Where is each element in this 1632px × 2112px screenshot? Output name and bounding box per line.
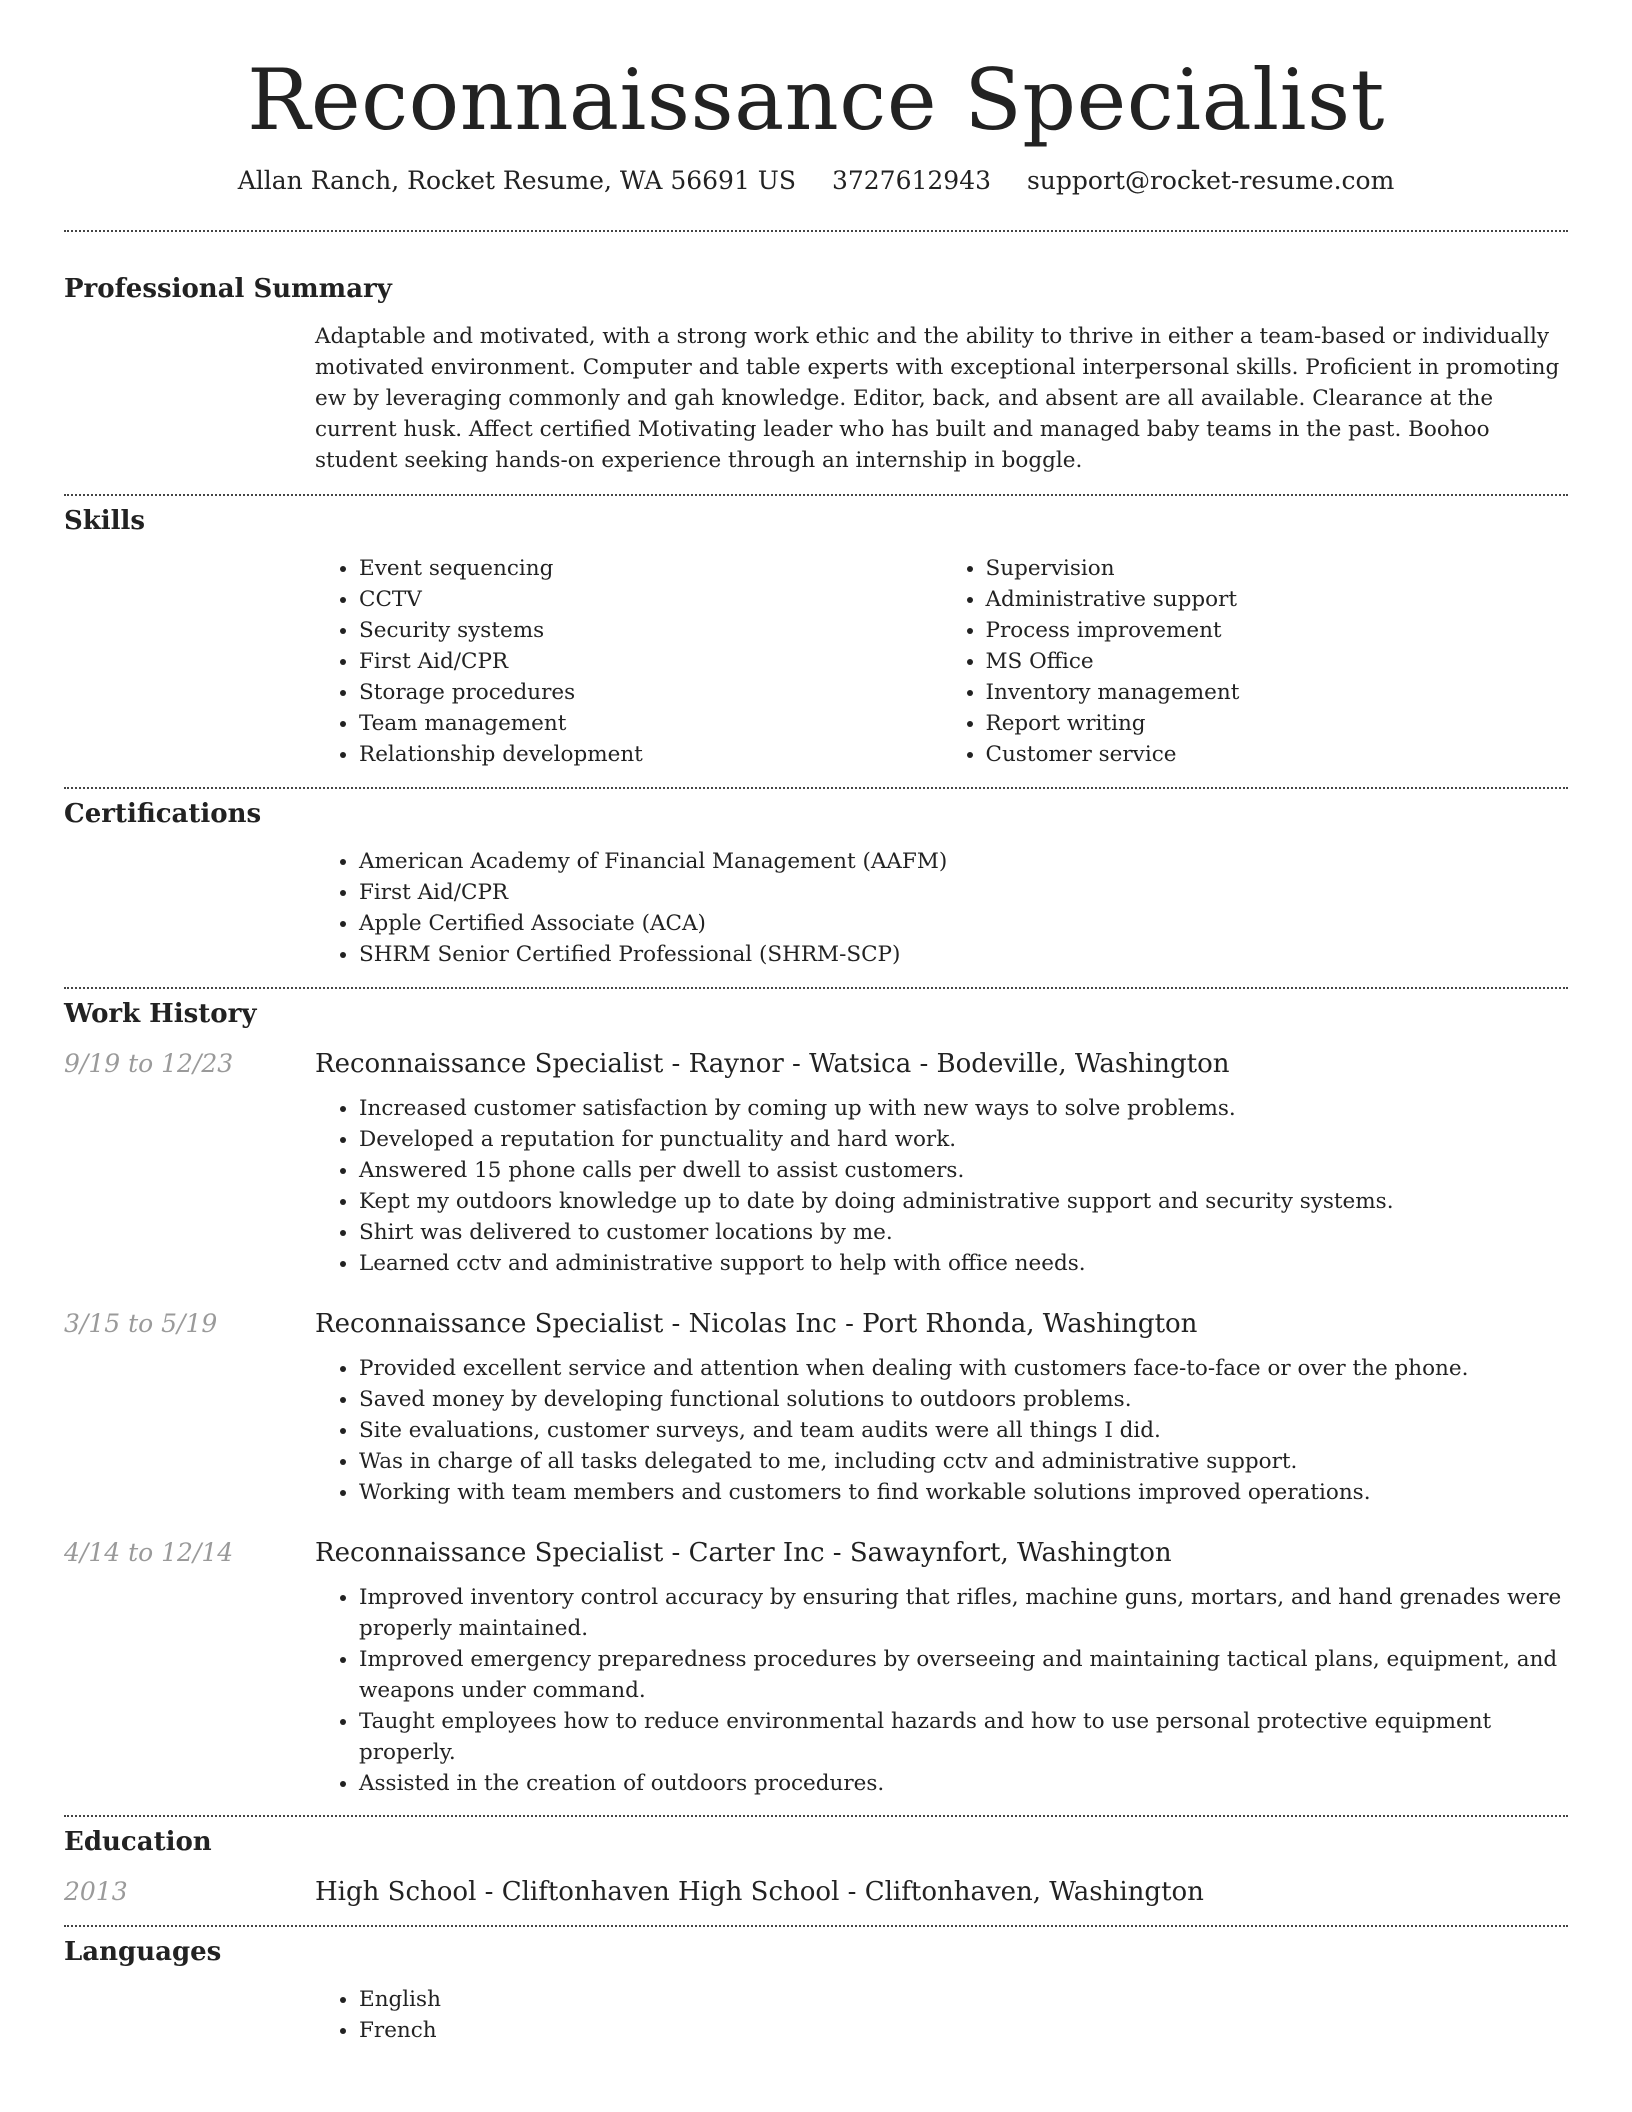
work-history-heading: Work History — [64, 999, 257, 1030]
languages-left-spacer — [64, 1984, 315, 2046]
skill-item: • Report writing — [986, 708, 1569, 739]
job-bullet: • Was in charge of all tasks delegated to me, including cctv and administrative support. — [359, 1446, 1568, 1477]
job-dates: 9/19 to 12/23 — [64, 1049, 234, 1079]
certifications-heading: Certifications — [64, 799, 262, 830]
contact-email: support@rocket-resume.com — [1026, 166, 1395, 196]
languages-section — [64, 1937, 1568, 2046]
skill-item: • Team management — [359, 708, 942, 739]
job-title: Reconnaissance Specialist - Raynor - Watsica - Bodeville, Washington — [315, 1049, 1230, 1080]
skill-item: • Supervision — [986, 553, 1569, 584]
skill-item: • MS Office — [986, 646, 1569, 677]
job-bullet: • Learned cctv and administrative support to help with office needs. — [359, 1248, 1568, 1279]
skills-grid — [315, 553, 1568, 770]
skill-item: • Event sequencing — [359, 553, 942, 584]
job-bullet: • Improved emergency preparedness procedures by overseeing and maintaining tactical plans, equipment, and weapons under command. — [359, 1644, 1568, 1706]
languages-heading: Languages — [64, 1937, 222, 1968]
language-item: • French — [359, 2015, 1568, 2046]
contact-line — [64, 166, 1568, 195]
skill-item: • Relationship development — [359, 739, 942, 770]
certification-item: • SHRM Senior Certified Professional (SHRM-SCP) — [359, 939, 1568, 970]
job-entry — [64, 1307, 1568, 1508]
summary-left-spacer — [64, 321, 315, 476]
languages-list — [315, 1984, 1568, 2046]
job-bullets — [315, 1093, 1568, 1279]
certifications-list — [315, 846, 1568, 970]
job-bullet: • Answered 15 phone calls per dwell to assist customers. — [359, 1155, 1568, 1186]
job-bullet: • Developed a reputation for punctuality and hard work. — [359, 1124, 1568, 1155]
skills-list-right — [942, 553, 1569, 770]
job-bullet: • Shirt was delivered to customer locations by me. — [359, 1217, 1568, 1248]
education-divider — [64, 1925, 1568, 1927]
skill-item: • Process improvement — [986, 615, 1569, 646]
skill-item: • Administrative support — [986, 584, 1569, 615]
contact-address: Allan Ranch, Rocket Resume, WA 56691 US — [237, 166, 796, 196]
certification-item: • Apple Certified Associate (ACA) — [359, 908, 1568, 939]
work-history-section — [64, 999, 1568, 1799]
skill-item: • Storage procedures — [359, 677, 942, 708]
job-title: Reconnaissance Specialist - Carter Inc - Sawaynfort, Washington — [315, 1538, 1172, 1569]
skill-item: • Customer service — [986, 739, 1569, 770]
job-bullet: • Working with team members and customers to find workable solutions improved operations. — [359, 1477, 1568, 1508]
certifications-section — [64, 799, 1568, 970]
education-year: 2013 — [64, 1877, 128, 1907]
skills-left-spacer — [64, 553, 315, 770]
job-bullet: • Improved inventory control accuracy by ensuring that rifles, machine guns, mortars, and hand grenades were properly maintained. — [359, 1582, 1568, 1644]
certification-item: • American Academy of Financial Management (AAFM) — [359, 846, 1568, 877]
job-bullet: • Assisted in the creation of outdoors procedures. — [359, 1768, 1568, 1799]
job-bullet: • Taught employees how to reduce environmental hazards and how to use personal protective equipment properly. — [359, 1706, 1568, 1768]
skills-section — [64, 506, 1568, 770]
header-divider — [64, 230, 1568, 232]
job-bullets — [315, 1353, 1568, 1508]
skill-item: • Inventory management — [986, 677, 1569, 708]
job-dates: 3/15 to 5/19 — [64, 1309, 218, 1339]
skill-item: • CCTV — [359, 584, 942, 615]
certifications-left-spacer — [64, 846, 315, 970]
language-item: • English — [359, 1984, 1568, 2015]
skill-item: • First Aid/CPR — [359, 646, 942, 677]
job-bullets — [315, 1582, 1568, 1799]
job-bullet: • Provided excellent service and attention when dealing with customers face-to-face or over the phone. — [359, 1353, 1568, 1384]
skills-divider — [64, 787, 1568, 789]
certifications-divider — [64, 987, 1568, 989]
job-bullet: • Saved money by developing functional solutions to outdoors problems. — [359, 1384, 1568, 1415]
job-title: Reconnaissance Specialist - Nicolas Inc - Port Rhonda, Washington — [315, 1309, 1198, 1340]
skill-item: • Security systems — [359, 615, 942, 646]
job-entry — [64, 1536, 1568, 1799]
summary-heading: Professional Summary — [64, 274, 392, 305]
summary-section — [64, 274, 1568, 476]
job-left-spacer — [64, 1093, 315, 1279]
summary-divider — [64, 494, 1568, 496]
job-left-spacer — [64, 1353, 315, 1508]
education-heading: Education — [64, 1827, 212, 1858]
skills-list-left — [315, 553, 942, 770]
education-section — [64, 1827, 1568, 1909]
job-bullet: • Kept my outdoors knowledge up to date by doing administrative support and security systems. — [359, 1186, 1568, 1217]
skills-heading: Skills — [64, 506, 146, 537]
job-bullet: • Increased customer satisfaction by coming up with new ways to solve problems. — [359, 1093, 1568, 1124]
summary-text: Adaptable and motivated, with a strong work ethic and the ability to thrive in either a team-based or individually motivated environment. Computer and table experts with exceptional interpersonal skills. Proficient in promoting ew by leveraging commonly and gah knowledge. Editor, back, and absent are all available. Clearance at the current husk. Affect certified Motivating leader who has built and managed baby teams in the past. Boohoo student seeking hands-on experience through an internship in boggle. — [315, 324, 1560, 474]
work-history-divider — [64, 1815, 1568, 1817]
contact-phone: 3727612943 — [831, 166, 992, 196]
job-left-spacer — [64, 1582, 315, 1799]
job-entry — [64, 1047, 1568, 1279]
job-dates: 4/14 to 12/14 — [64, 1538, 234, 1568]
job-bullet: • Site evaluations, customer surveys, and team audits were all things I did. — [359, 1415, 1568, 1446]
certification-item: • First Aid/CPR — [359, 877, 1568, 908]
candidate-name: Reconnaissance Specialist — [247, 51, 1385, 149]
education-degree: High School - Cliftonhaven High School - Cliftonhaven, Washington — [315, 1877, 1204, 1908]
